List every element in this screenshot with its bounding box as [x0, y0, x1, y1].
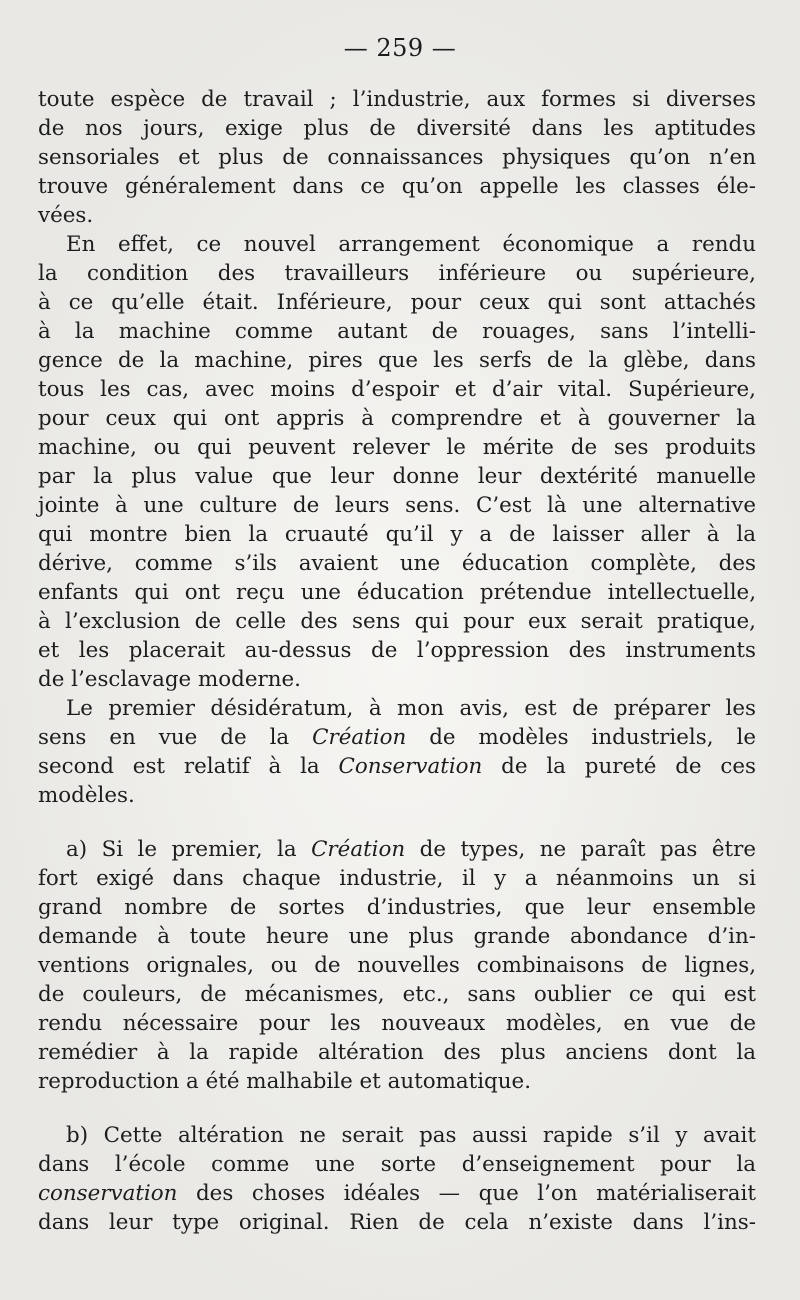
text-line: gence de la machine, pires que les serfs de la glèbe, dans — [38, 348, 756, 373]
text-line: toute espèce de travail ; l’industrie, aux formes si diverses — [38, 87, 756, 112]
text-line: de l’esclavage moderne. — [38, 667, 301, 692]
text-line: fort exigé dans chaque industrie, il y a néanmoins un si — [38, 866, 756, 891]
text-line: modèles. — [38, 783, 135, 808]
text-line: à la machine comme autant de rouages, sans l’intelli- — [38, 319, 756, 344]
text-line: demande à toute heure une plus grande abondance d’in- — [38, 924, 756, 949]
text-line: b) Cette altération ne serait pas aussi rapide s’il y avait — [66, 1123, 756, 1148]
text-line: jointe à une culture de leurs sens. C’est là une alternative — [38, 493, 756, 518]
text-line: par la plus value que leur donne leur dextérité manuelle — [38, 464, 756, 489]
text-line: Le premier désidératum, à mon avis, est de préparer les — [66, 696, 756, 721]
text-line: vées. — [38, 203, 94, 228]
italic-term: Conservation — [338, 754, 483, 779]
text-line: rendu nécessaire pour les nouveaux modèles, en vue de — [38, 1011, 756, 1036]
page-body-text — [38, 85, 756, 1237]
text-line: qui montre bien la cruauté qu’il y a de laisser aller à la — [38, 522, 756, 547]
text-line: dans l’école comme une sorte d’enseignement pour la — [38, 1152, 756, 1177]
text-line: la condition des travailleurs inférieure ou supérieure, — [38, 261, 756, 286]
paragraph-5 — [38, 1121, 756, 1237]
paragraph-3 — [38, 694, 756, 810]
text-line: conservation des choses idéales — que l’on matérialiserait — [38, 1181, 756, 1206]
paragraph-4 — [38, 835, 756, 1096]
text-line: ventions orignales, ou de nouvelles combinaisons de lignes, — [38, 953, 756, 978]
text-line: pour ceux qui ont appris à comprendre et à gouverner la — [38, 406, 756, 431]
italic-term: conservation — [38, 1181, 178, 1206]
text-line: tous les cas, avec moins d’espoir et d’air vital. Supérieure, — [38, 377, 756, 402]
italic-term: Création — [311, 837, 406, 862]
text-line: reproduction a été malhabile et automatique. — [38, 1069, 531, 1094]
text-line: sensoriales et plus de connaissances physiques qu’on n’en — [38, 145, 756, 170]
text-line: de couleurs, de mécanismes, etc., sans oublier ce qui est — [38, 982, 756, 1007]
text-line: sens en vue de la Création de modèles industriels, le — [38, 725, 756, 750]
text-line: machine, ou qui peuvent relever le mérite de ses produits — [38, 435, 756, 460]
text-line: second est relatif à la Conservation de la pureté de ces — [38, 754, 756, 779]
text-line: enfants qui ont reçu une éducation prétendue intellectuelle, — [38, 580, 756, 605]
text-line: et les placerait au-dessus de l’oppression des instruments — [38, 638, 756, 663]
page-number: — 259 — — [343, 34, 457, 62]
paragraph-2 — [38, 230, 756, 694]
text-line: trouve généralement dans ce qu’on appelle les classes éle- — [38, 174, 756, 199]
text-line: de nos jours, exige plus de diversité dans les aptitudes — [38, 116, 756, 141]
text-line: dérive, comme s’ils avaient une éducation complète, des — [38, 551, 756, 576]
text-line: à l’exclusion de celle des sens qui pour eux serait pratique, — [38, 609, 756, 634]
text-line: à ce qu’elle était. Inférieure, pour ceux qui sont attachés — [38, 290, 756, 315]
text-line: dans leur type original. Rien de cela n’existe dans l’ins- — [38, 1210, 756, 1235]
text-line: a) Si le premier, la Création de types, ne paraît pas être — [66, 837, 756, 862]
text-line: grand nombre de sortes d’industries, que leur ensemble — [38, 895, 756, 920]
text-line: remédier à la rapide altération des plus anciens dont la — [38, 1040, 756, 1065]
text-line: En effet, ce nouvel arrangement économique a rendu — [66, 232, 756, 257]
paragraph-1 — [38, 85, 756, 230]
italic-term: Création — [312, 725, 407, 750]
